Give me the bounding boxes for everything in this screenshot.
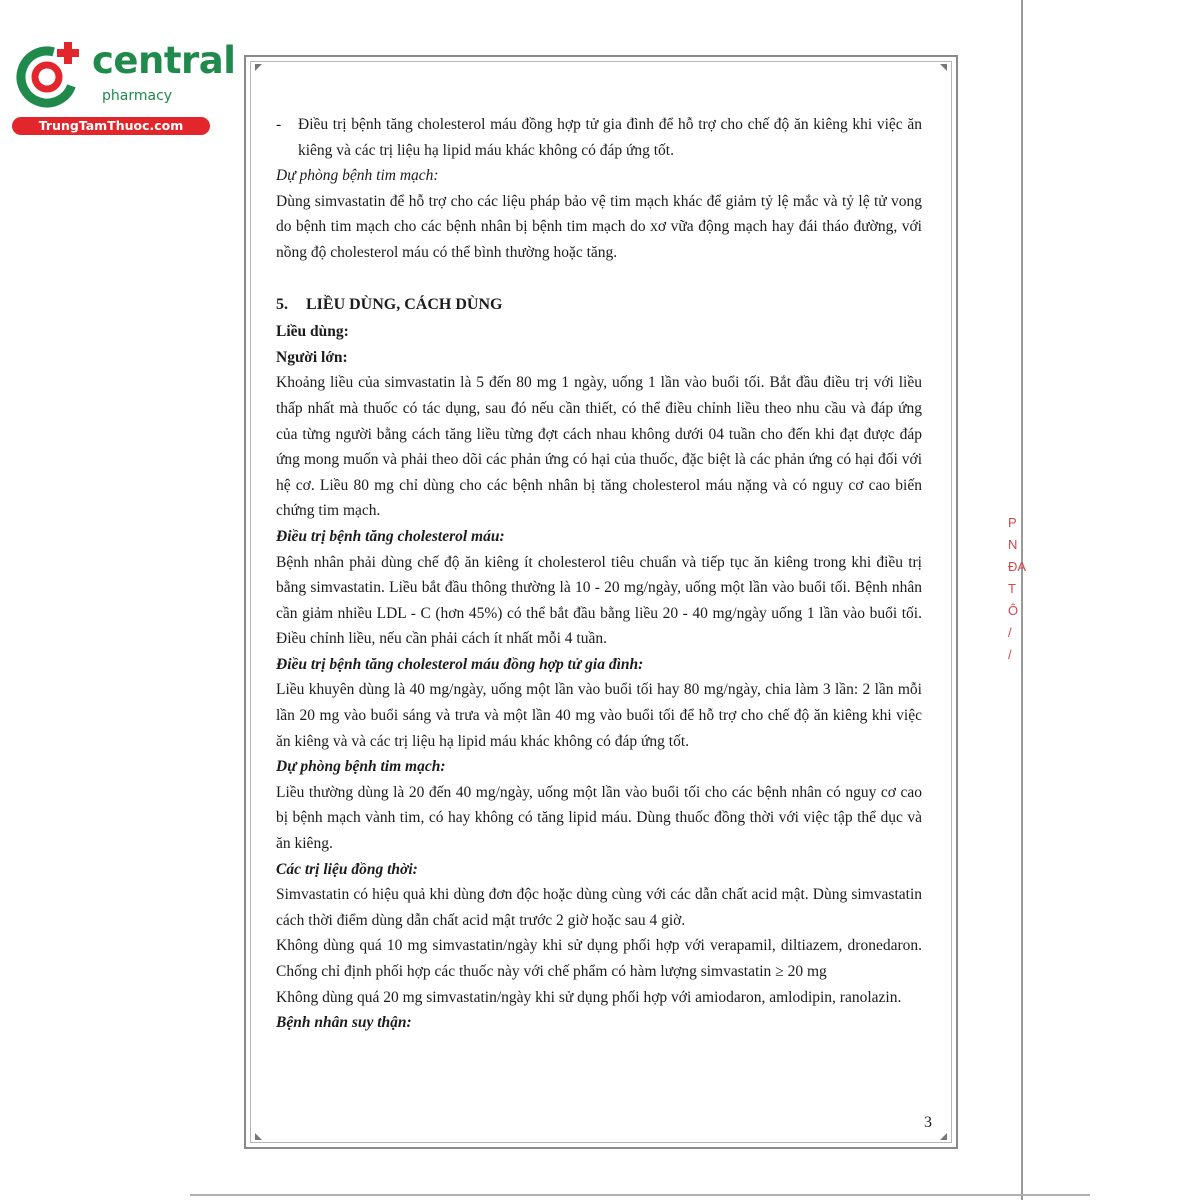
concomitant-paragraph: Simvastatin có hiệu quả khi dùng đơn độc hoặc dùng cùng với các dẫn chất acid mật. Dùng simvastatin cách thời điểm dùng dẫn chất acid mật trước 2 giờ hoặc sau 4 giờ. — [276, 886, 922, 929]
adult-paragraph: Khoảng liều của simvastatin là 5 đến 80 mg 1 ngày, uống 1 lần vào buổi tối. Bắt đầu điều trị với liều thấp nhất mà thuốc có tác dụng, sau đó nếu cần thiết, có thể điều chỉnh liều theo nhu cầu và đáp ứng của từng người bằng cách tăng liều từng đợt cách nhau không dưới 04 tuần cho đến khi đạt được đáp ứng mong muốn và phải theo dõi các phản ứng có hại của thuốc, đặc biệt là các phản ứng có hại đối với hệ cơ. Liều 80 mg chỉ dùng cho các bệnh nhân bị tăng cholesterol máu nặng và có nguy cơ cao biến chứng tim mạch. — [276, 374, 922, 520]
cardiovascular-paragraph: Liều thường dùng là 20 đến 40 mg/ngày, uống một lần vào buổi tối cho các bệnh nhân có nguy cơ cao bị bệnh mạch vành tim, có hay không có tăng lipid máu. Dùng thuốc đồng thời với việc tập thể dục và ăn kiêng. — [276, 783, 922, 853]
frame-corner-mark — [940, 64, 947, 71]
margin-stamp-bleed — [1008, 512, 1027, 666]
bleed-char: Ô — [1008, 603, 1019, 618]
concomitant-paragraph: Không dùng quá 10 mg simvastatin/ngày khi sử dụng phối hợp với verapamil, diltiazem, dronedaron. Chống chỉ định phối hợp các thuốc này với chế phẩm có hàm lượng simvastatin ≥ 20 mg — [276, 937, 922, 980]
concomitant-heading: Các trị liệu đồng thời: — [276, 860, 418, 878]
adult-heading: Người lớn: — [276, 348, 348, 366]
bleed-char: N — [1008, 537, 1018, 552]
familial-heading: Điều trị bệnh tăng cholesterol máu đồng hợp tử gia đình: — [276, 655, 644, 673]
bleed-char: P — [1008, 515, 1017, 530]
frame-corner-mark — [255, 1133, 262, 1140]
dosage-heading: Liều dùng: — [276, 323, 349, 341]
bullet-text: Điều trị bệnh tăng cholesterol máu đồng hợp tử gia đình để hỗ trợ cho chế độ ăn kiêng khi việc ăn kiêng và các trị liệu hạ lipid máu khác không có đáp ứng tốt. — [298, 116, 922, 159]
section-heading — [276, 292, 922, 318]
bleed-char: T — [1008, 581, 1016, 596]
page-number: 3 — [924, 1114, 932, 1131]
bleed-char: / — [1008, 647, 1012, 662]
bleed-char: ĐA — [1008, 559, 1027, 574]
frame-corner-mark — [940, 1133, 947, 1140]
logo-website: TrungTamThuoc.com — [12, 117, 210, 135]
renal-heading: Bệnh nhân suy thận: — [276, 1014, 412, 1032]
concomitant-paragraph: Không dùng quá 20 mg simvastatin/ngày khi sử dụng phối hợp với amiodaron, amlodipin, ranolazin. — [276, 988, 902, 1006]
section-title: LIỀU DÙNG, CÁCH DÙNG — [306, 295, 503, 313]
hypercholesterolemia-paragraph: Bệnh nhân phải dùng chế độ ăn kiêng ít cholesterol tiêu chuẩn và tiếp tục ăn kiêng trong khi điều trị bằng simvastatin. Liều bắt đầu thông thường là 10 - 20 mg/ngày, uống một lần vào buổi tối. Bệnh nhân cần giảm nhiều LDL - C (hơn 45%) có thể bắt đầu bằng liều 20 - 40 mg/ngày uống 1 lần vào buổi tối. Điều chỉnh liều, nếu cần phải cách ít nhất mỗi 4 tuần. — [276, 553, 922, 648]
scan-bottom-line — [190, 1194, 1090, 1196]
frame-corner-mark — [255, 64, 262, 71]
prevention-heading: Dự phòng bệnh tim mạch: — [276, 167, 439, 185]
prevention-paragraph: Dùng simvastatin để hỗ trợ cho các liệu pháp bảo vệ tim mạch khác để giảm tỷ lệ mắc và tỷ lệ tử vong do bệnh tim mạch cho các bệnh nhân bị bệnh tim mạch do xơ vữa động mạch hay đái tháo đường, với nồng độ cholesterol máu có thể bình thường hoặc tăng. — [276, 192, 922, 261]
list-item — [276, 112, 922, 163]
central-pharmacy-logo — [10, 38, 236, 138]
hypercholesterolemia-heading: Điều trị bệnh tăng cholesterol máu: — [276, 527, 505, 545]
section-number: 5. — [276, 295, 288, 313]
bullet-mark: - — [276, 116, 282, 133]
document-body — [276, 112, 922, 1036]
pharmacy-cross-logo-icon — [14, 40, 84, 110]
familial-paragraph: Liều khuyên dùng là 40 mg/ngày, uống một lần vào buổi tối hay 80 mg/ngày, chia làm 3 lần: 2 lần mỗi lần 20 mg vào buổi sáng và trưa và một lần 40 mg vào buổi tối để hỗ trợ cho chế độ ăn kiêng khi việc ăn kiêng và và các trị liệu hạ lipid máu khác không có đáp ứng tốt. — [276, 681, 922, 750]
cardiovascular-heading: Dự phòng bệnh tim mạch: — [276, 758, 446, 776]
logo-brand-sub: pharmacy — [102, 88, 173, 104]
logo-brand-name: central — [92, 39, 236, 82]
bleed-char: / — [1008, 625, 1012, 640]
